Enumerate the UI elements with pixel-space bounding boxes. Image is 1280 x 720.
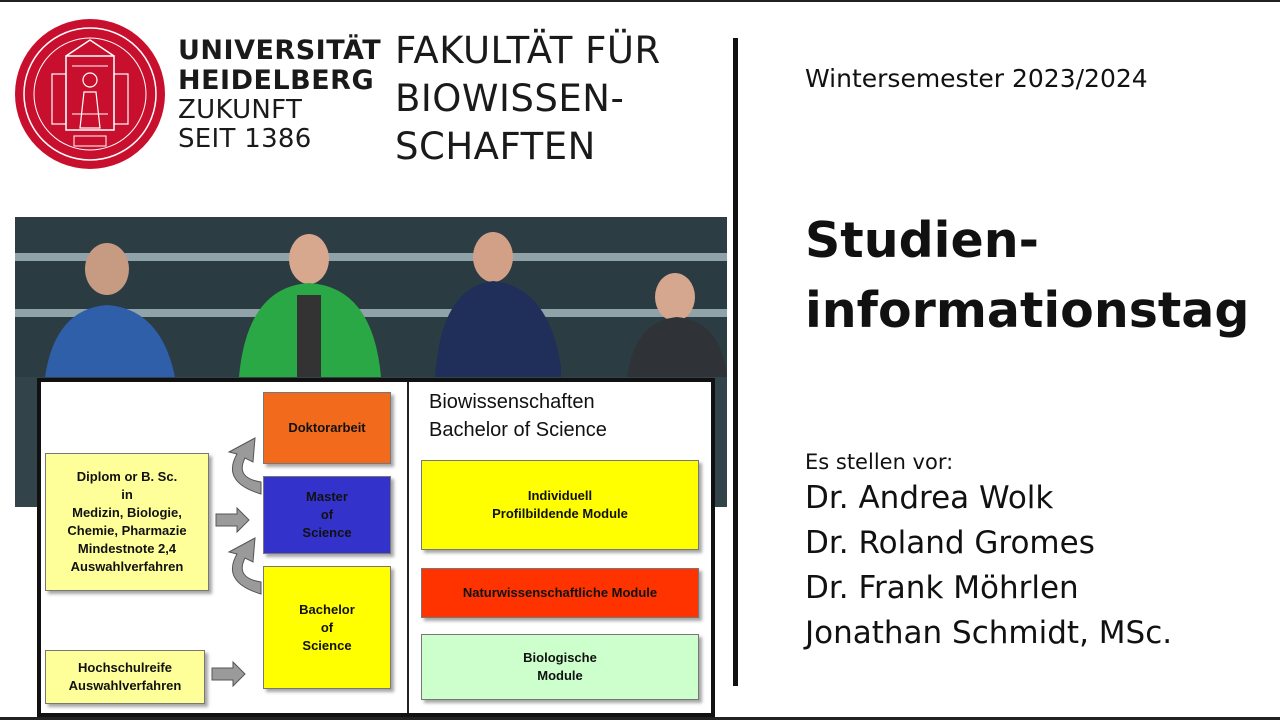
university-motto-line2: SEIT 1386 [178,124,312,154]
faculty-line1: FAKULTÄT FÜR [395,29,661,72]
diplom-box: Diplom or B. Sc. in Medizin, Biologie, Chemie, Pharmazie Mindestnote 2,4 Auswahlverfahren [45,453,209,591]
faculty-line3: SCHAFTEN [395,125,596,168]
arrow-bachelor-to-master [229,538,261,594]
slide-title: Biowissenschaften Bachelor of Science [429,391,607,441]
arrow-diplom-to-master [216,508,249,532]
event-title-line1: Studien- [805,212,1039,269]
diagram-separator [407,382,409,713]
semester-label: Wintersemester 2023/2024 [805,64,1148,93]
presenters-label: Es stellen vor: [805,450,954,474]
study-structure-diagram [37,378,715,717]
faculty-line2: BIOWISSEN- [395,77,625,120]
doktorarbeit-box: Doktorarbeit [263,392,391,464]
university-motto-line1: ZUKUNFT [178,95,303,125]
top-frame-line [0,0,1280,2]
event-title [805,206,1249,346]
presenter-name-4: Jonathan Schmidt, MSc. [805,615,1173,651]
presenter-name-1: Dr. Andrea Wolk [805,480,1054,516]
arrow-hochschulreife-to-bachelor [212,662,245,686]
university-name-line1: UNIVERSITÄT [178,35,382,66]
naturwissenschaftliche-box: Naturwissenschaftliche Module [421,568,699,618]
master-box: Master of Science [263,476,391,554]
biologische-box: Biologische Module [421,634,699,700]
presenter-name-3: Dr. Frank Möhrlen [805,570,1079,606]
diagram-arrows [41,382,407,713]
arrow-master-to-doktorarbeit [229,438,261,494]
university-name-line2: HEIDELBERG [178,65,375,96]
vertical-divider [733,38,738,686]
university-name [178,36,381,154]
presenter-name-2: Dr. Roland Gromes [805,525,1095,561]
faculty-name [395,27,661,171]
hochschulreife-box: Hochschulreife Auswahlverfahren [45,650,205,704]
bachelor-box: Bachelor of Science [263,566,391,689]
university-seal-logo [14,18,166,170]
event-title-line2: informationstag [805,282,1250,339]
individuell-box: Individuell Profilbildende Module [421,460,699,550]
